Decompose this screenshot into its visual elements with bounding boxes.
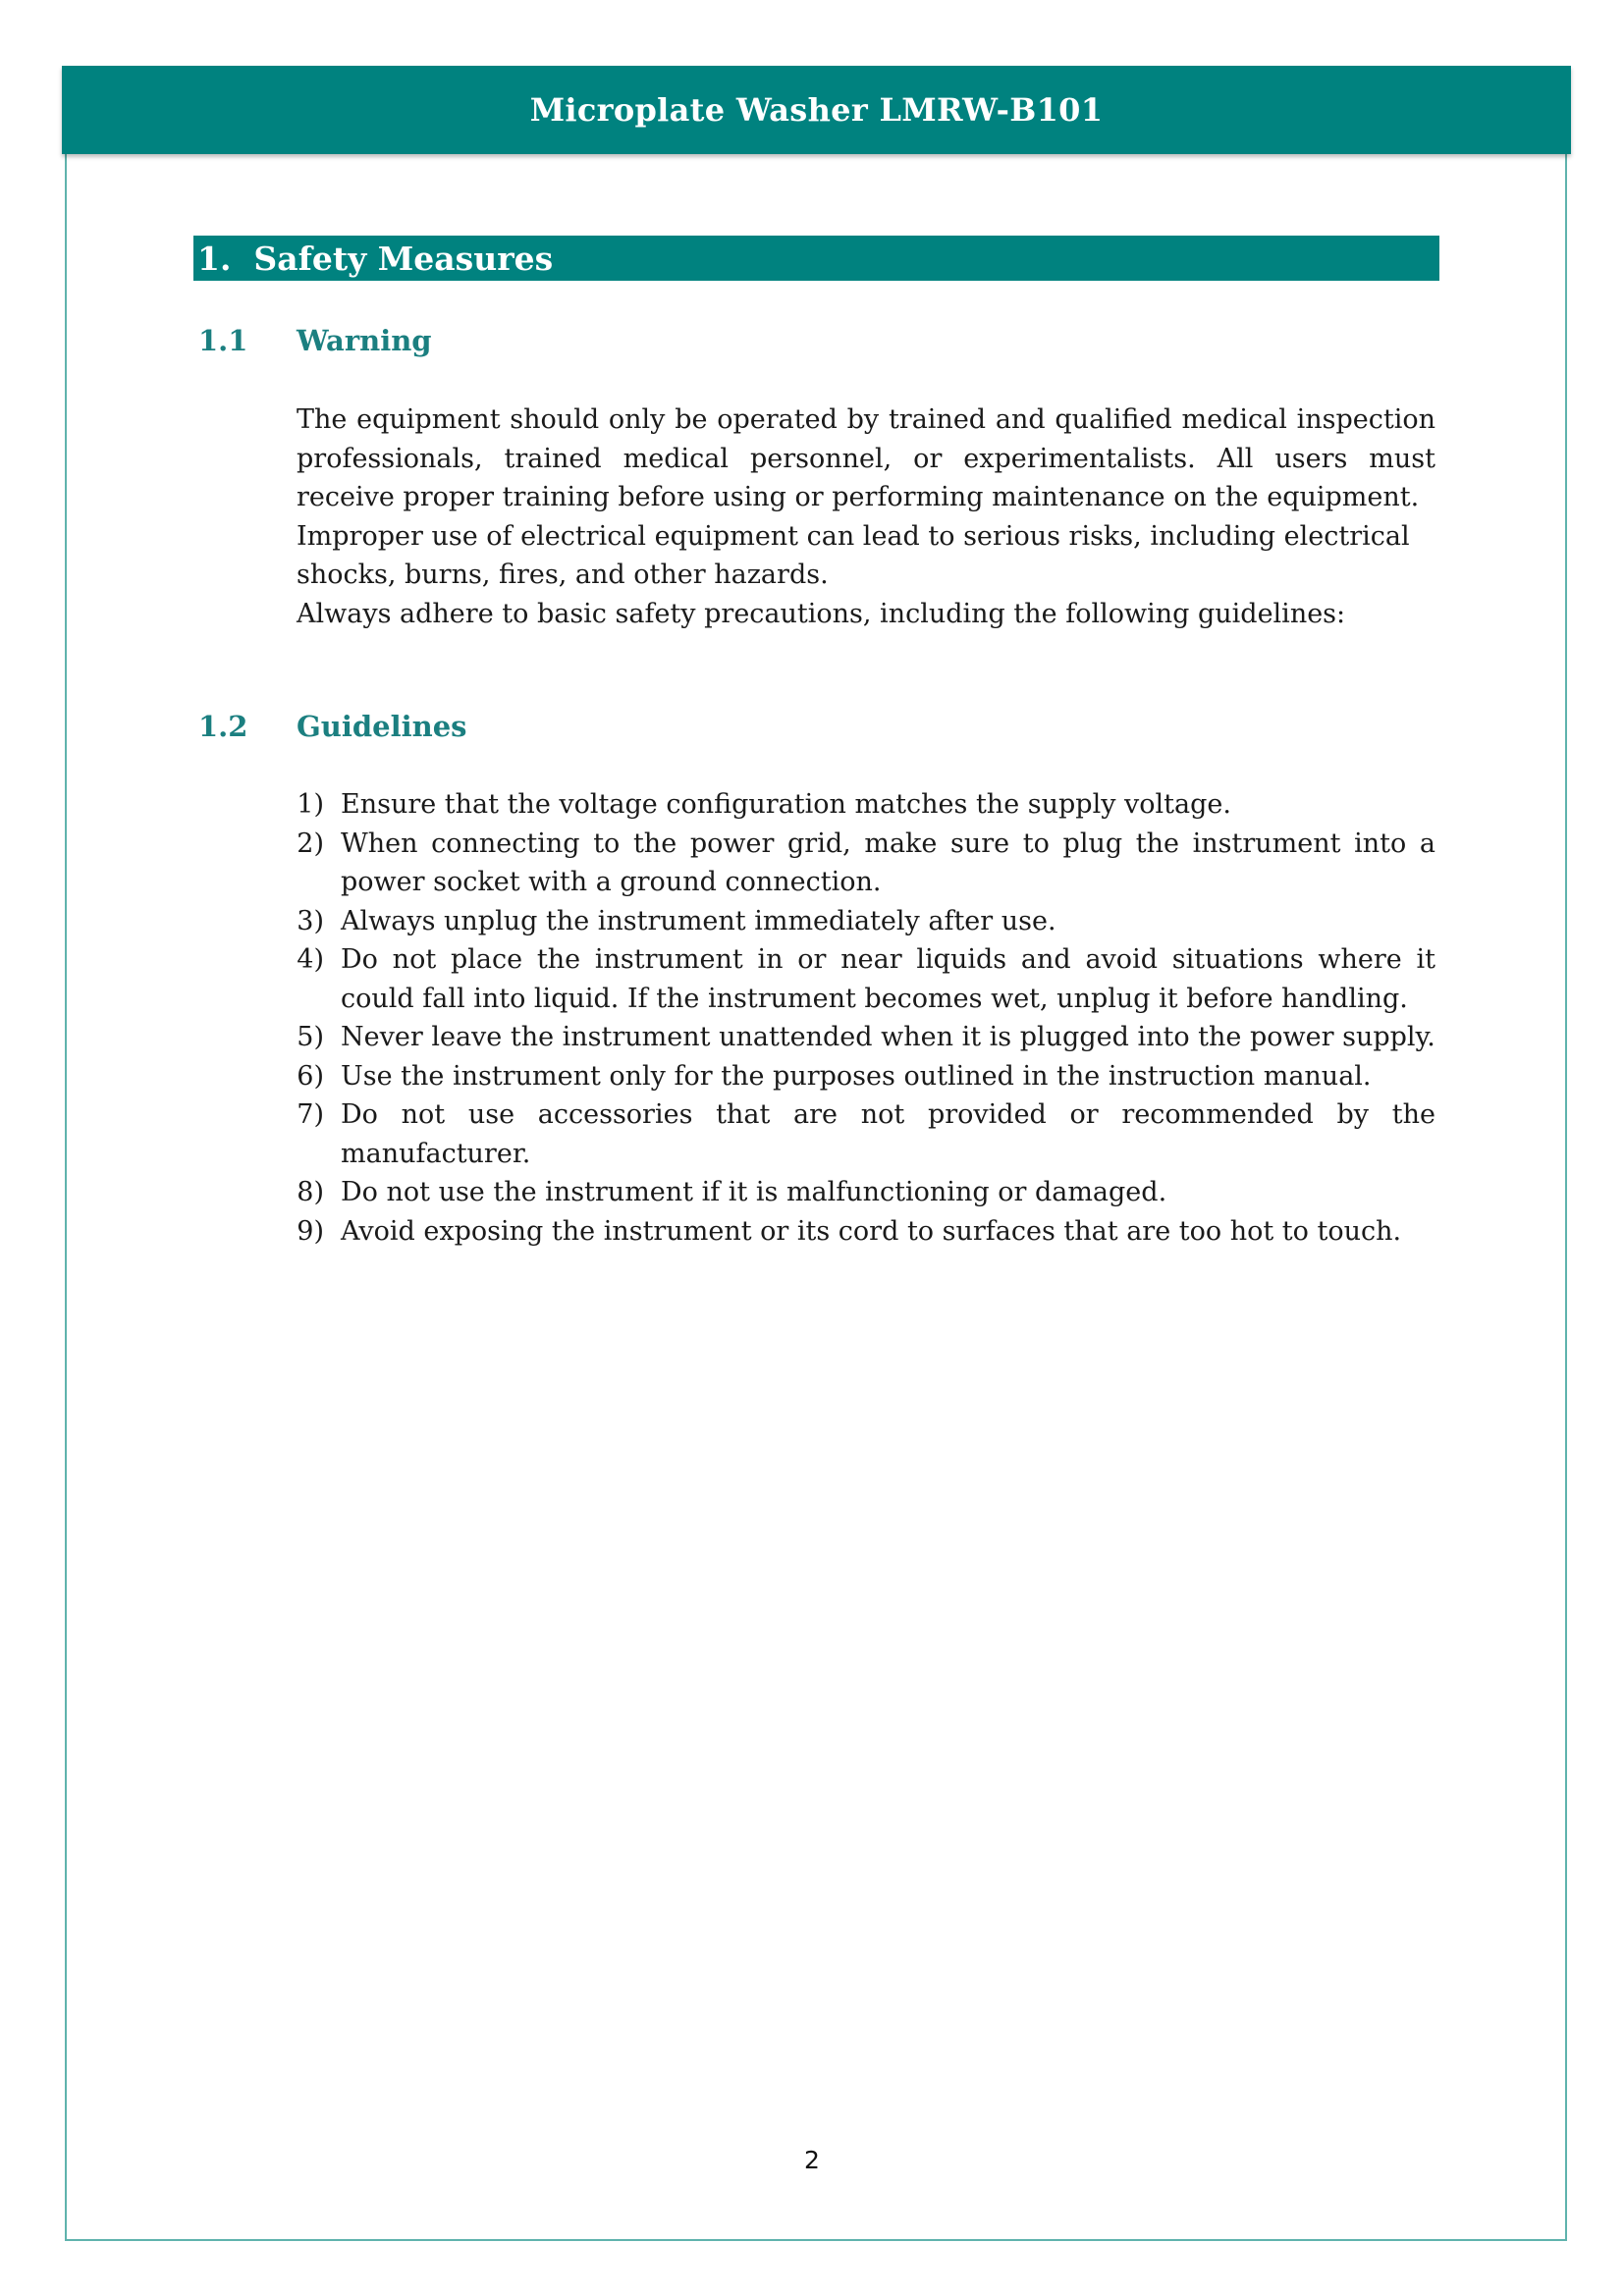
list-marker: 9) (297, 1215, 324, 1247)
list-item-text: Do not place the instrument in or near liquids and avoid situations where it could fall into liquid. If the instrument becomes wet, unplug it before handling. (341, 944, 1435, 1014)
subsection-heading-guidelines (198, 710, 467, 743)
list-item (285, 785, 1435, 825)
list-item (285, 825, 1435, 902)
warning-paragraph: The equipment should only be operated by trained and qualified medical inspection professionals, trained medical personnel, or experimentalists. All users must receive proper training before using or performing maintenance on the equipment. (297, 404, 1435, 512)
list-item (285, 1212, 1435, 1252)
list-marker: 6) (297, 1060, 324, 1092)
list-marker: 5) (297, 1022, 324, 1052)
section-heading (193, 236, 1439, 281)
list-item-text: Use the instrument only for the purposes outlined in the instruction manual. (341, 1060, 1372, 1092)
warning-paragraph: Improper use of electrical equipment can lead to serious risks, including electrical shocks, burns, fires, and other hazards. (297, 520, 1410, 590)
subsection-number: 1.1 (198, 324, 248, 357)
list-item-text: Never leave the instrument unattended when it is plugged into the power supply. (341, 1022, 1435, 1052)
list-marker: 7) (297, 1099, 324, 1130)
list-marker: 1) (297, 789, 324, 820)
page-header (62, 66, 1571, 154)
warning-body (297, 400, 1435, 633)
list-item-text: Avoid exposing the instrument or its cord to surfaces that are too hot to touch. (341, 1215, 1402, 1247)
page-number: 2 (804, 2146, 820, 2174)
warning-paragraph: Always adhere to basic safety precautions, including the following guidelines: (297, 598, 1346, 629)
guidelines-list (285, 785, 1435, 1251)
subsection-number: 1.2 (198, 710, 248, 743)
list-item-text: Do not use accessories that are not provided or recommended by the manufacturer. (341, 1099, 1435, 1169)
subsection-title: Guidelines (297, 710, 467, 743)
list-item-text: Do not use the instrument if it is malfunctioning or damaged. (341, 1177, 1167, 1207)
list-item (285, 1018, 1435, 1057)
section-title: 1. Safety Measures (197, 239, 554, 278)
list-item (285, 1057, 1435, 1096)
list-marker: 2) (297, 828, 324, 859)
list-item (285, 902, 1435, 941)
document-title: Microplate Washer LMRW-B101 (529, 91, 1104, 129)
list-item (285, 1173, 1435, 1212)
subsection-heading-warning (198, 324, 432, 357)
list-item-text: When connecting to the power grid, make sure to plug the instrument into a power socket with a ground connection. (341, 828, 1435, 897)
list-marker: 3) (297, 905, 324, 936)
list-item-text: Ensure that the voltage configuration matches the supply voltage. (341, 789, 1231, 820)
list-item-text: Always unplug the instrument immediately after use. (341, 905, 1056, 936)
list-marker: 4) (297, 944, 324, 975)
subsection-title: Warning (297, 324, 432, 357)
list-marker: 8) (297, 1177, 324, 1207)
list-item (285, 1095, 1435, 1173)
list-item (285, 940, 1435, 1018)
